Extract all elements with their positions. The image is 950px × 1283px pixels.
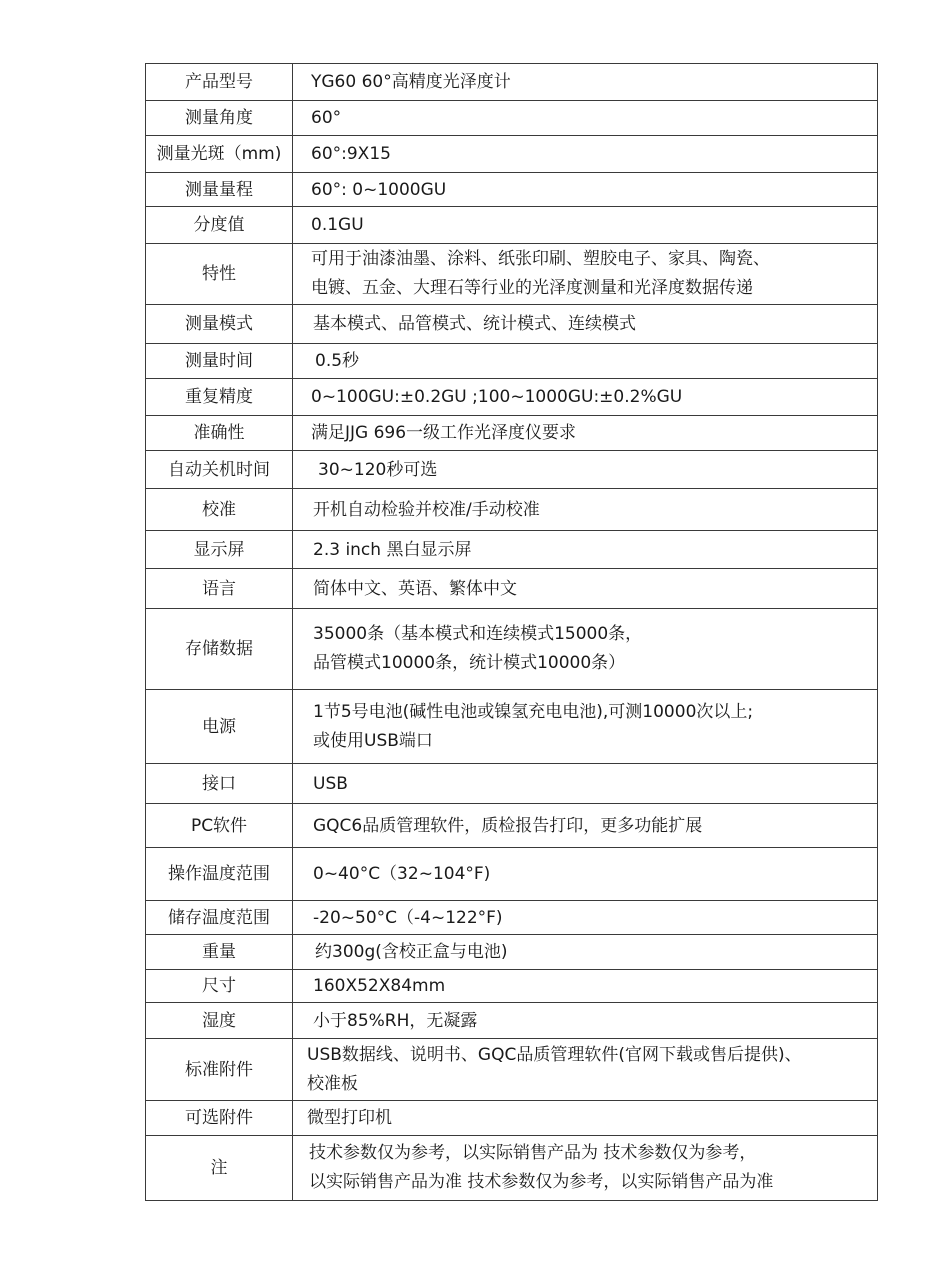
table-row xyxy=(146,970,878,1003)
spec-value-line: 可用于油漆油墨、涂料、纸张印刷、塑胶电子、家具、陶瓷、 xyxy=(311,249,770,269)
spec-value xyxy=(293,305,878,344)
spec-label: 测量角度 xyxy=(146,101,293,136)
spec-value xyxy=(293,569,878,609)
spec-value-line: 2.3 inch 黑白显示屏 xyxy=(313,539,472,560)
spec-label: 自动关机时间 xyxy=(146,451,293,489)
spec-label: 接口 xyxy=(146,764,293,804)
spec-value xyxy=(293,1039,878,1101)
spec-value xyxy=(293,101,878,136)
table-row xyxy=(146,451,878,489)
spec-value-line: 品管模式10000条，统计模式10000条） xyxy=(313,653,626,673)
spec-value-line: 1节5号电池(碱性电池或镍氢充电电池),可测10000次以上; xyxy=(313,701,754,722)
spec-value-line: 满足JJG 696一级工作光泽度仪要求 xyxy=(311,423,577,443)
spec-label: 产品型号 xyxy=(146,64,293,101)
spec-value-line: 60° xyxy=(311,108,342,128)
table-row xyxy=(146,690,878,764)
table-row xyxy=(146,764,878,804)
spec-label: 尺寸 xyxy=(146,970,293,1003)
spec-label: 存储数据 xyxy=(146,609,293,690)
spec-value-line: 160X52X84mm xyxy=(313,976,446,996)
spec-value xyxy=(293,901,878,935)
spec-table-body xyxy=(146,64,878,1201)
spec-value-line: 30~120秒可选 xyxy=(318,459,438,480)
spec-value xyxy=(293,64,878,101)
spec-value xyxy=(293,379,878,416)
spec-label: 可选附件 xyxy=(146,1101,293,1136)
spec-label: 湿度 xyxy=(146,1003,293,1039)
spec-value xyxy=(293,690,878,764)
spec-value-line: 0~100GU:±0.2GU ;100~1000GU:±0.2%GU xyxy=(311,387,683,407)
table-row xyxy=(146,1003,878,1039)
table-row xyxy=(146,935,878,970)
spec-value xyxy=(293,764,878,804)
spec-value-line: 开机自动检验并校准/手动校准 xyxy=(313,499,540,520)
spec-value-line: 60°: 0~1000GU xyxy=(311,179,447,200)
table-row xyxy=(146,1101,878,1136)
spec-label: 测量模式 xyxy=(146,305,293,344)
spec-table xyxy=(145,63,878,1201)
spec-value xyxy=(293,848,878,901)
spec-label: PC软件 xyxy=(146,804,293,848)
spec-value-line: USB xyxy=(313,773,348,794)
spec-value-line: 基本模式、品管模式、统计模式、连续模式 xyxy=(313,314,636,334)
spec-value-line: 技术参数仅为参考，以实际销售产品为 技术参数仅为参考， xyxy=(309,1143,757,1163)
spec-value-line: 电镀、五金、大理石等行业的光泽度测量和光泽度数据传递 xyxy=(311,278,753,298)
spec-label: 注 xyxy=(146,1136,293,1201)
table-row xyxy=(146,569,878,609)
spec-label: 储存温度范围 xyxy=(146,901,293,935)
table-row xyxy=(146,848,878,901)
spec-value xyxy=(293,489,878,531)
spec-value xyxy=(293,244,878,305)
spec-label: 显示屏 xyxy=(146,531,293,569)
table-row xyxy=(146,136,878,173)
spec-value xyxy=(293,935,878,970)
spec-value xyxy=(293,1003,878,1039)
spec-label: 电源 xyxy=(146,690,293,764)
spec-value-line: YG60 60°高精度光泽度计 xyxy=(311,72,511,92)
table-row xyxy=(146,173,878,207)
spec-value-line: 以实际销售产品为准 技术参数仅为参考，以实际销售产品为准 xyxy=(309,1172,774,1192)
spec-label: 测量时间 xyxy=(146,344,293,379)
table-row xyxy=(146,1136,878,1201)
spec-value-line: 简体中文、英语、繁体中文 xyxy=(313,578,517,599)
table-row xyxy=(146,305,878,344)
table-row xyxy=(146,1039,878,1101)
table-row xyxy=(146,489,878,531)
spec-value xyxy=(293,1101,878,1136)
spec-value xyxy=(293,344,878,379)
spec-value-line: 35000条（基本模式和连续模式15000条， xyxy=(313,624,643,644)
spec-label: 校准 xyxy=(146,489,293,531)
table-row xyxy=(146,207,878,244)
spec-label: 测量光斑（mm) xyxy=(146,136,293,173)
spec-label: 特性 xyxy=(146,244,293,305)
spec-label: 语言 xyxy=(146,569,293,609)
table-row xyxy=(146,344,878,379)
spec-value xyxy=(293,173,878,207)
spec-value-line: 0.5秒 xyxy=(315,351,360,371)
table-row xyxy=(146,416,878,451)
spec-value xyxy=(293,531,878,569)
spec-label: 测量量程 xyxy=(146,173,293,207)
spec-value xyxy=(293,207,878,244)
spec-value-line: GQC6品质管理软件，质检报告打印，更多功能扩展 xyxy=(313,815,703,836)
spec-value-line: 60°:9X15 xyxy=(311,144,391,164)
spec-value xyxy=(293,136,878,173)
spec-label: 重复精度 xyxy=(146,379,293,416)
table-row xyxy=(146,901,878,935)
spec-value xyxy=(293,609,878,690)
spec-value-line: -20~50°C（-4~122°F) xyxy=(313,907,503,928)
table-row xyxy=(146,531,878,569)
table-row xyxy=(146,244,878,305)
spec-label: 重量 xyxy=(146,935,293,970)
spec-value xyxy=(293,416,878,451)
spec-label: 准确性 xyxy=(146,416,293,451)
spec-value-line: 0~40°C（32~104°F) xyxy=(313,864,491,884)
spec-label: 分度值 xyxy=(146,207,293,244)
table-row xyxy=(146,379,878,416)
spec-label: 标准附件 xyxy=(146,1039,293,1101)
spec-value-line: 小于85%RH，无凝露 xyxy=(313,1010,478,1031)
spec-value-line: 或使用USB端口 xyxy=(313,730,433,751)
spec-value-line: 0.1GU xyxy=(311,215,364,235)
table-row xyxy=(146,64,878,101)
spec-value-line: 约300g(含校正盒与电池) xyxy=(315,942,508,962)
table-row xyxy=(146,804,878,848)
spec-value xyxy=(293,970,878,1003)
spec-value-line: USB数据线、说明书、GQC品质管理软件(官网下载或售后提供)、 xyxy=(307,1044,802,1065)
spec-label: 操作温度范围 xyxy=(146,848,293,901)
spec-value xyxy=(293,451,878,489)
spec-value xyxy=(293,1136,878,1201)
spec-value-line: 微型打印机 xyxy=(307,1108,392,1128)
table-row xyxy=(146,609,878,690)
spec-value-line: 校准板 xyxy=(307,1073,358,1094)
table-row xyxy=(146,101,878,136)
spec-value xyxy=(293,804,878,848)
